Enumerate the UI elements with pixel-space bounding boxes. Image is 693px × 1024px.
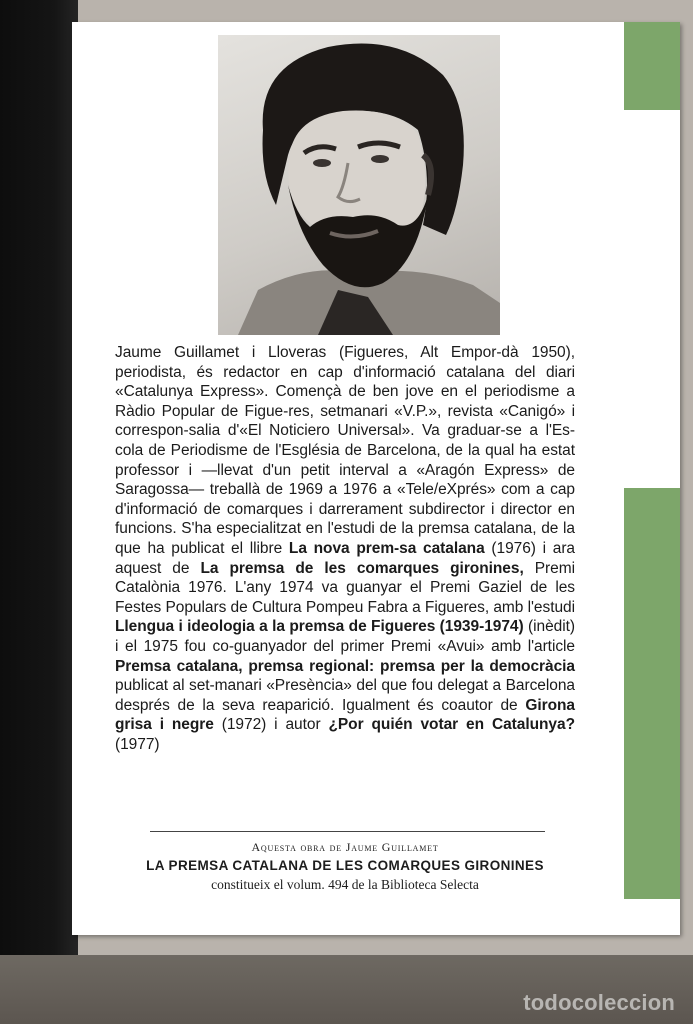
bio-text: (1976) i ara aquest de	[115, 539, 576, 577]
author-biography	[115, 343, 575, 754]
bio-text: Premi Catalònia 1976. L'any 1974 va guanyar el Premi Gaziel de les Festes Populars de Cultura Pompeu Fabra a Figueres, amb l'estudi	[115, 559, 575, 616]
author-portrait-illustration	[218, 35, 500, 335]
series-note	[115, 838, 575, 894]
bio-bold-title: La premsa de les comarques gironines,	[200, 559, 524, 577]
scan-shadow-left	[0, 0, 78, 1024]
bio-text: (1977)	[115, 735, 160, 753]
author-portrait	[218, 35, 500, 335]
bio-bold-title: Premsa catalana, premsa regional: premsa per la democràcia	[115, 657, 575, 675]
bio-text: (1972) i autor	[213, 716, 329, 734]
bio-bold-title: Llengua i ideologia a la premsa de Figueres (1939-1974)	[115, 618, 524, 636]
bio-text: Jaume Guillamet i Lloveras (Figueres, Alt Empor-dà 1950), periodista, és redactor en cap d'informació catalana del diari «Catalunya Express». Començà de ben jove en el periodisme a Ràdio Popular de Figue-res, setmanari «V.P.», revista «Canigó» i correspon-salia d'«El Noticiero Universal». Va graduar-se a l'Es-cola de Periodisme de l'Església de Barcelona, de la qual ha estat professor i —llevat d'un petit interval a «Aragón Express» de Saragossa— treballà de 1969 a 1976 a «Tele/eXprés» com a cap d'informació de comarques i darrerament subdirector i director en funcions. S'ha especialitzat en l'estudi de la premsa catalana, de la que ha publicat el llibre	[115, 344, 575, 557]
green-band-middle	[624, 488, 680, 899]
bio-bold-title: ¿Por quién votar en Catalunya?	[328, 716, 575, 734]
series-note-volume: constitueix el volum. 494 de la Biblioteca Selecta	[211, 877, 479, 892]
green-band-top	[624, 22, 680, 110]
bio-text: (inèdit) i el 1975 fou co-guanyador del primer Premi «Avui» amb l'article	[115, 618, 575, 655]
bio-bold-title: Girona grisa i negre	[115, 696, 575, 734]
watermark-text: todocoleccion	[523, 990, 675, 1015]
separator-rule	[150, 831, 545, 832]
series-note-author: Aquesta obra de Jaume Guillamet	[251, 840, 439, 854]
bio-bold-title: La nova prem-sa catalana	[288, 539, 485, 557]
bio-text: publicat al set-manari «Presència» del que fou delegat a Barcelona després de la seva reaparició. Igualment és coautor de	[115, 677, 575, 714]
series-note-title: LA PREMSA CATALANA DE LES COMARQUES GIRONINES	[146, 858, 544, 873]
